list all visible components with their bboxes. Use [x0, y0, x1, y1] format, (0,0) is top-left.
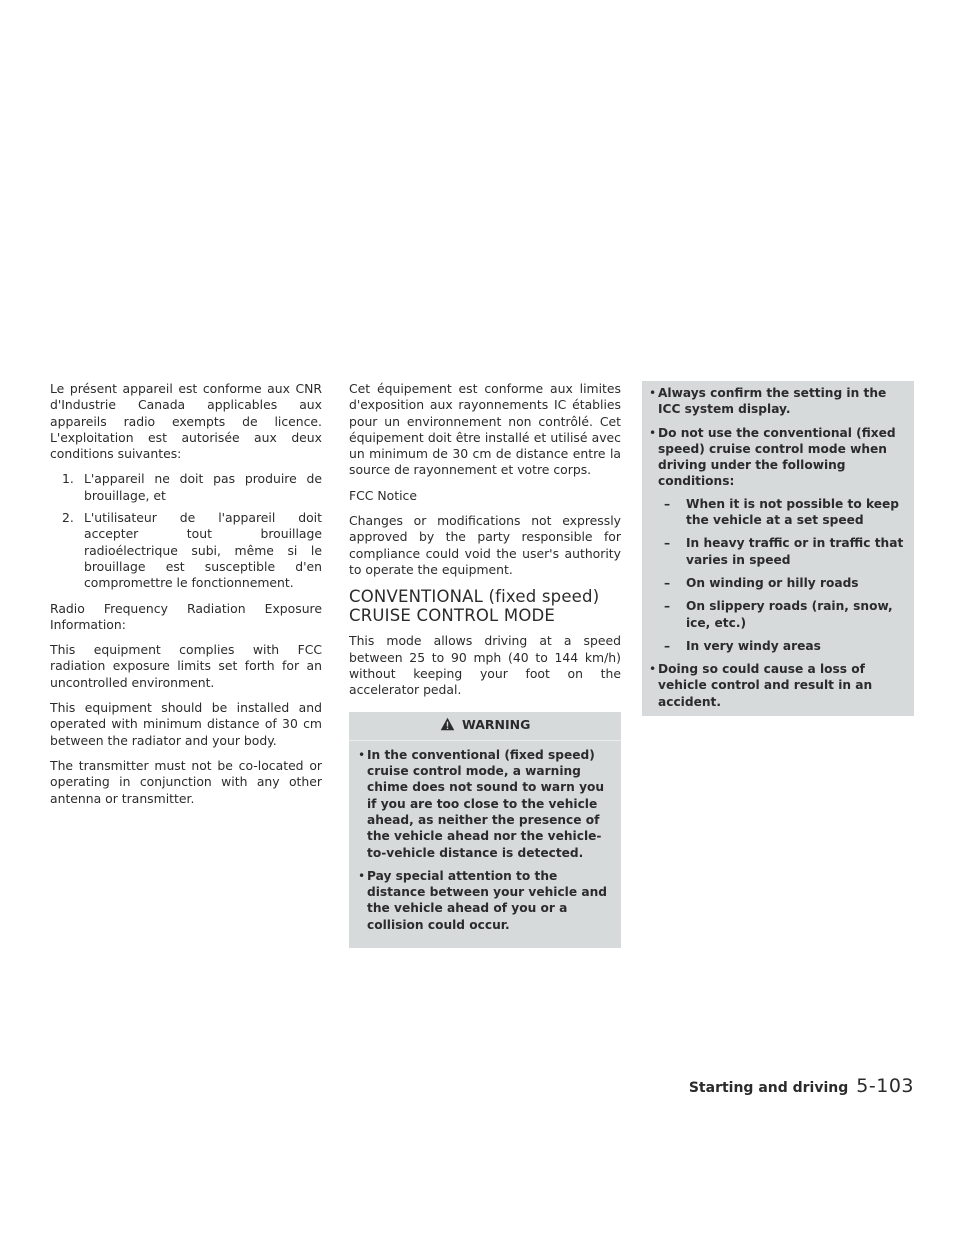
condition-text: When it is not possible to keep the vehicle at a set speed: [686, 496, 900, 528]
section-name: Starting and driving: [688, 1080, 849, 1096]
bullet: •: [649, 425, 657, 440]
mode-description: This mode allows driving at a speed between 25 to 90 mph (40 to 144 km/h) without keeping your foot on the accelerator pedal.: [349, 633, 621, 698]
list-item: [50, 471, 322, 504]
condition-text: In very windy areas: [686, 638, 821, 653]
rf-exposure-heading: Radio Frequency Radiation Exposure Information:: [50, 600, 322, 632]
list-number: 1.: [62, 471, 74, 487]
list-text: L'utilisateur de l'appareil doit accepter tout brouillage radioélectrique subi, même si le brouillage est susceptible d'en compromettre le fonctionnement.: [84, 510, 322, 591]
list-text: L'appareil ne doit pas produire de brouillage, et: [84, 471, 322, 503]
sublist-item: [658, 535, 908, 568]
list-item: [357, 868, 613, 933]
warning-text: In the conventional (fixed speed) cruise control mode, a warning chime does not sound to warn you if you are too close to the vehicle ahead, as neither the presence of the vehicle ahead nor the vehicle-to-vehicle distance is detected.: [367, 747, 605, 860]
section-heading-line1: CONVENTIONAL (fixed speed): [349, 587, 600, 607]
conditions-list: [50, 471, 322, 591]
conditions-sublist: [658, 496, 908, 654]
list-item: [648, 385, 908, 418]
page-footer: [689, 1075, 914, 1097]
dash: –: [664, 496, 671, 511]
section-heading-line2: CRUISE CONTROL MODE: [349, 606, 556, 626]
section-heading: [349, 587, 621, 625]
warning-text: Doing so could cause a loss of vehicle control and result in an accident.: [658, 662, 873, 709]
list-number: 2.: [62, 510, 74, 526]
sublist-item: [658, 496, 908, 529]
right-column: [642, 381, 914, 716]
list-item: [357, 747, 613, 861]
installation-paragraph: This equipment should be installed and operated with minimum distance of 30 cm between the radiator and your body.: [50, 700, 322, 748]
warning-title: WARNING: [462, 717, 531, 733]
condition-text: On winding or hilly roads: [686, 575, 859, 590]
bullet: •: [649, 662, 657, 677]
condition-text: On slippery roads (rain, snow, ice, etc.): [686, 599, 893, 630]
sublist-item: [658, 638, 908, 654]
sublist-item: [658, 598, 908, 631]
bullet: •: [358, 868, 366, 883]
sublist-item: [658, 575, 908, 591]
warning-list: [648, 385, 908, 710]
ic-compliance-paragraph: Le présent appareil est conforme aux CNR d'Industrie Canada applicables aux appareils radio exempts de licence. L'exploitation est autorisée aux deux conditions suivantes:: [50, 381, 322, 462]
list-item: [648, 425, 908, 655]
condition-text: In heavy traffic or in traffic that varies in speed: [686, 536, 904, 567]
warning-box: [349, 712, 621, 948]
dash: –: [664, 536, 671, 551]
middle-column: [349, 381, 621, 948]
page-number: 5-103: [856, 1075, 914, 1097]
dash: –: [664, 638, 671, 653]
fcc-changes-paragraph: Changes or modifications not expressly approved by the party responsible for compliance could void the user's authority to operate the equipment.: [349, 513, 621, 577]
warning-list: [357, 747, 613, 933]
bullet: •: [649, 386, 657, 400]
list-item: [50, 510, 322, 591]
fcc-notice-label: FCC Notice: [349, 487, 417, 503]
transmitter-paragraph: The transmitter must not be co-located or operating in conjunction with any other antenna or transmitter.: [50, 757, 322, 806]
left-column: [50, 381, 322, 816]
dash: –: [664, 599, 671, 614]
warning-icon: [440, 717, 455, 735]
bullet: •: [358, 747, 366, 762]
warning-text: Do not use the conventional (fixed speed) cruise control mode when driving under the following conditions:: [658, 425, 896, 489]
list-item: [648, 661, 908, 710]
dash: –: [664, 575, 671, 590]
ic-exposure-paragraph: Cet équipement est conforme aux limites d'exposition aux rayonnements IC établies pour un environnement non contrôlé. Cet équipement doit être installé et utilisé avec un minimum de 30 cm de distance entre la source de rayonnement et votre corps.: [349, 381, 621, 478]
warning-text: Pay special attention to the distance between your vehicle and the vehicle ahead of you or a collision could occur.: [367, 868, 607, 932]
warning-header: [349, 712, 621, 740]
warning-text: Always confirm the setting in the ICC system display.: [658, 386, 887, 417]
fcc-limits-paragraph: This equipment complies with FCC radiation exposure limits set forth for an uncontrolled environment.: [50, 642, 322, 690]
warning-continuation-box: [642, 381, 914, 716]
